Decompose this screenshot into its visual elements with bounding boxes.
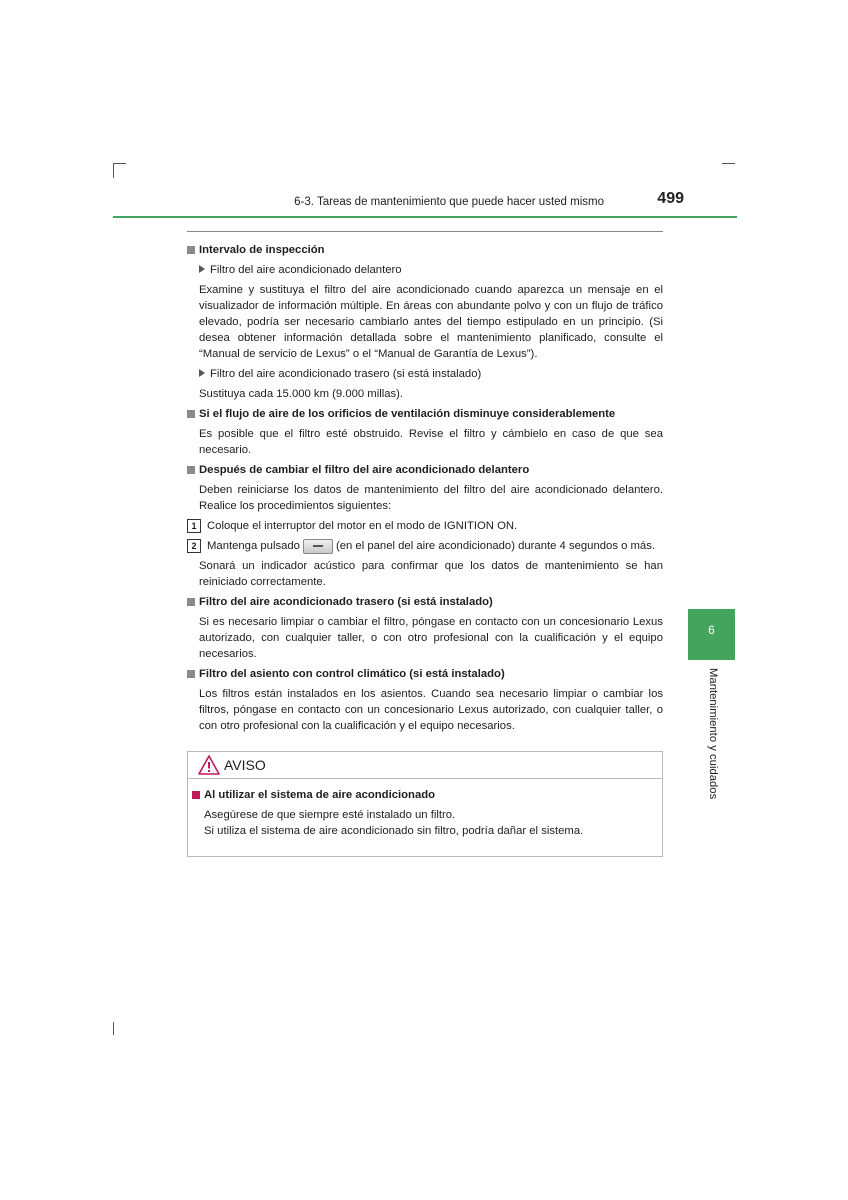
section-heading-text: Filtro del asiento con control climático (si está instalado) xyxy=(199,668,505,680)
warning-line: Asegúrese de que siempre esté instalado un filtro. xyxy=(204,809,456,821)
warning-heading: AVISO xyxy=(224,757,266,773)
section-heading xyxy=(187,594,663,610)
subheading xyxy=(199,262,663,278)
square-bullet-icon xyxy=(187,410,195,418)
section-heading xyxy=(187,462,663,478)
running-header: 6-3. Tareas de mantenimiento que puede hacer usted mismo xyxy=(294,196,604,208)
page-number: 499 xyxy=(657,190,684,207)
paragraph: Sustituya cada 15.000 km (9.000 millas). xyxy=(199,388,404,400)
subheading-text: Filtro del aire acondicionado delantero xyxy=(210,264,402,276)
step-text-before: Mantenga pulsado xyxy=(207,540,300,552)
content-rule xyxy=(187,231,663,232)
paragraph: Sonará un indicador acústico para confirmar que los datos de mantenimiento se han reiniciado correctamente. xyxy=(199,560,663,588)
step-2 xyxy=(187,538,663,554)
section-heading xyxy=(187,242,663,258)
square-bullet-icon xyxy=(187,598,195,606)
main-content xyxy=(187,238,663,734)
section-heading-text: Filtro del aire acondicionado trasero (si está instalado) xyxy=(199,596,493,608)
rear-ac-button-icon xyxy=(303,539,333,554)
chapter-label: Mantenimiento y cuidados xyxy=(707,668,719,800)
section-heading-text: Después de cambiar el filtro del aire acondicionado delantero xyxy=(199,464,530,476)
crop-mark xyxy=(113,163,126,164)
square-bullet-icon xyxy=(192,791,200,799)
square-bullet-icon xyxy=(187,246,195,254)
step-1 xyxy=(187,518,663,534)
crop-mark xyxy=(722,163,735,164)
section-heading-text: Intervalo de inspección xyxy=(199,244,325,256)
section-heading-text: Si el flujo de aire de los orificios de ventilación disminuye considerablemente xyxy=(199,408,616,420)
step-text: Coloque el interruptor del motor en el modo de IGNITION ON. xyxy=(207,520,518,532)
paragraph: Los filtros están instalados en los asientos. Cuando sea necesario limpiar o cambiar los filtros, póngase en contacto con un concesionario Lexus autorizado, con cualquier taller, o con otro profesional con la cualificación y el equipo necesarios. xyxy=(199,688,663,732)
crop-mark xyxy=(113,163,114,178)
paragraph: Examine y sustituya el filtro del aire acondicionado cuando aparezca un mensaje en el visualizador de información múltiple. En áreas con abundante polvo y con un flujo de tráfico elevado, podría ser necesario cambiarlo antes del tiempo estipulado en un principio. (Si desea obtener información detallada sobre el mantenimiento planificado, consulte el “Manual de servicio de Lexus” o el “Manual de Garantía de Lexus”). xyxy=(199,284,663,360)
warning-triangle-icon xyxy=(198,755,220,775)
warning-header xyxy=(188,752,662,779)
triangle-bullet-icon xyxy=(199,369,205,377)
section-heading xyxy=(187,406,663,422)
square-bullet-icon xyxy=(187,466,195,474)
warning-title-text: Al utilizar el sistema de aire acondicionado xyxy=(204,789,436,801)
section-heading xyxy=(187,666,663,682)
subheading-text: Filtro del aire acondicionado trasero (si está instalado) xyxy=(210,368,482,380)
subheading xyxy=(199,366,663,382)
paragraph: Si es necesario limpiar o cambiar el filtro, póngase en contacto con un concesionario Lexus autorizado, con cualquier taller, o con otro profesional con la cualificación y el equipo necesarios. xyxy=(199,616,663,660)
paragraph: Deben reiniciarse los datos de mantenimiento del filtro del aire acondicionado delantero. Realice los procedimientos siguientes: xyxy=(199,484,663,512)
header-rule xyxy=(113,216,737,218)
step-text-after: (en el panel del aire acondicionado) durante 4 segundos o más. xyxy=(335,540,656,552)
warning-body xyxy=(188,779,662,839)
paragraph: Es posible que el filtro esté obstruido. Revise el filtro y cámbielo en caso de que sea necesario. xyxy=(199,428,663,456)
step-number-badge: 2 xyxy=(187,539,201,553)
square-bullet-icon xyxy=(187,670,195,678)
warning-box xyxy=(187,751,663,857)
chapter-tab xyxy=(688,609,735,660)
crop-mark xyxy=(113,1022,114,1035)
triangle-bullet-icon xyxy=(199,265,205,273)
warning-title xyxy=(192,787,658,803)
chapter-number: 6 xyxy=(708,623,715,637)
warning-line: Si utiliza el sistema de aire acondicionado sin filtro, podría dañar el sistema. xyxy=(204,825,584,837)
step-number-badge: 1 xyxy=(187,519,201,533)
